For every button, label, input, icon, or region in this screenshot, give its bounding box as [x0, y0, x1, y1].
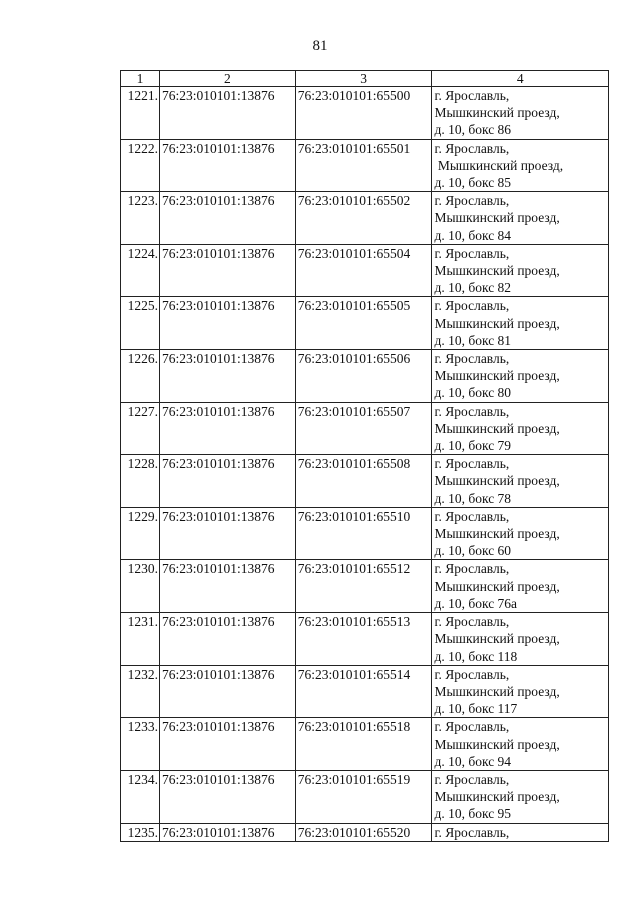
table-row — [121, 560, 609, 613]
address-cell: г. Ярославль, Мышкинский проезд, д. 10, бокс 118 — [432, 613, 609, 666]
object-number-cell: 76:23:010101:65501 — [295, 139, 432, 192]
table-row — [121, 139, 609, 192]
row-number-cell: 1232. — [121, 665, 160, 718]
table-row — [121, 244, 609, 297]
table-row — [121, 665, 609, 718]
parcel-number-cell: 76:23:010101:13876 — [159, 665, 295, 718]
parcel-number-cell: 76:23:010101:13876 — [159, 560, 295, 613]
address-cell: г. Ярославль, Мышкинский проезд, д. 10, бокс 79 — [432, 402, 609, 455]
object-number-cell: 76:23:010101:65504 — [295, 244, 432, 297]
address-cell: г. Ярославль, Мышкинский проезд, д. 10, бокс 94 — [432, 718, 609, 771]
header-col-3: 3 — [295, 71, 432, 87]
parcel-number-cell: 76:23:010101:13876 — [159, 455, 295, 508]
address-cell: г. Ярославль, Мышкинский проезд, д. 10, бокс 60 — [432, 507, 609, 560]
table-row — [121, 402, 609, 455]
object-number-cell: 76:23:010101:65505 — [295, 297, 432, 350]
parcel-number-cell: 76:23:010101:13876 — [159, 244, 295, 297]
property-table — [120, 70, 609, 842]
row-number-cell: 1234. — [121, 770, 160, 823]
row-number-cell: 1233. — [121, 718, 160, 771]
object-number-cell: 76:23:010101:65510 — [295, 507, 432, 560]
page-number: 81 — [312, 38, 328, 54]
row-number-cell: 1235. — [121, 823, 160, 841]
object-number-cell: 76:23:010101:65512 — [295, 560, 432, 613]
parcel-number-cell: 76:23:010101:13876 — [159, 350, 295, 403]
table-row — [121, 613, 609, 666]
table-row — [121, 192, 609, 245]
row-number-cell: 1225. — [121, 297, 160, 350]
header-col-1: 1 — [121, 71, 160, 87]
table-row — [121, 770, 609, 823]
parcel-number-cell: 76:23:010101:13876 — [159, 770, 295, 823]
object-number-cell: 76:23:010101:65518 — [295, 718, 432, 771]
parcel-number-cell: 76:23:010101:13876 — [159, 139, 295, 192]
address-cell: г. Ярославль, Мышкинский проезд, д. 10, бокс 78 — [432, 455, 609, 508]
parcel-number-cell: 76:23:010101:13876 — [159, 297, 295, 350]
object-number-cell: 76:23:010101:65513 — [295, 613, 432, 666]
table-row — [121, 718, 609, 771]
row-number-cell: 1228. — [121, 455, 160, 508]
row-number-cell: 1222. — [121, 139, 160, 192]
object-number-cell: 76:23:010101:65507 — [295, 402, 432, 455]
row-number-cell: 1227. — [121, 402, 160, 455]
parcel-number-cell: 76:23:010101:13876 — [159, 718, 295, 771]
table-row — [121, 507, 609, 560]
address-cell: г. Ярославль, Мышкинский проезд, д. 10, бокс 82 — [432, 244, 609, 297]
address-cell: г. Ярославль, Мышкинский проезд, д. 10, бокс 117 — [432, 665, 609, 718]
header-col-4: 4 — [432, 71, 609, 87]
table-row — [121, 297, 609, 350]
row-number-cell: 1221. — [121, 87, 160, 140]
row-number-cell: 1231. — [121, 613, 160, 666]
address-cell: г. Ярославль, Мышкинский проезд, д. 10, бокс 84 — [432, 192, 609, 245]
object-number-cell: 76:23:010101:65520 — [295, 823, 432, 841]
address-cell: г. Ярославль, Мышкинский проезд, д. 10, бокс 86 — [432, 87, 609, 140]
header-col-2: 2 — [159, 71, 295, 87]
parcel-number-cell: 76:23:010101:13876 — [159, 402, 295, 455]
parcel-number-cell: 76:23:010101:13876 — [159, 507, 295, 560]
row-number-cell: 1224. — [121, 244, 160, 297]
address-cell: г. Ярославль, Мышкинский проезд, д. 10, бокс 85 — [432, 139, 609, 192]
address-cell: г. Ярославль, Мышкинский проезд, д. 10, бокс 81 — [432, 297, 609, 350]
address-cell: г. Ярославль, Мышкинский проезд, д. 10, бокс 80 — [432, 350, 609, 403]
object-number-cell: 76:23:010101:65519 — [295, 770, 432, 823]
address-cell: г. Ярославль, Мышкинский проезд, д. 10, бокс 76а — [432, 560, 609, 613]
object-number-cell: 76:23:010101:65506 — [295, 350, 432, 403]
object-number-cell: 76:23:010101:65508 — [295, 455, 432, 508]
object-number-cell: 76:23:010101:65502 — [295, 192, 432, 245]
parcel-number-cell: 76:23:010101:13876 — [159, 613, 295, 666]
parcel-number-cell: 76:23:010101:13876 — [159, 192, 295, 245]
header-row — [121, 71, 609, 87]
row-number-cell: 1229. — [121, 507, 160, 560]
address-cell: г. Ярославль, — [432, 823, 609, 841]
object-number-cell: 76:23:010101:65500 — [295, 87, 432, 140]
table-row — [121, 350, 609, 403]
row-number-cell: 1226. — [121, 350, 160, 403]
table-row — [121, 455, 609, 508]
parcel-number-cell: 76:23:010101:13876 — [159, 87, 295, 140]
parcel-number-cell: 76:23:010101:13876 — [159, 823, 295, 841]
row-number-cell: 1230. — [121, 560, 160, 613]
object-number-cell: 76:23:010101:65514 — [295, 665, 432, 718]
row-number-cell: 1223. — [121, 192, 160, 245]
table-row — [121, 823, 609, 841]
address-cell: г. Ярославль, Мышкинский проезд, д. 10, бокс 95 — [432, 770, 609, 823]
table-row — [121, 87, 609, 140]
